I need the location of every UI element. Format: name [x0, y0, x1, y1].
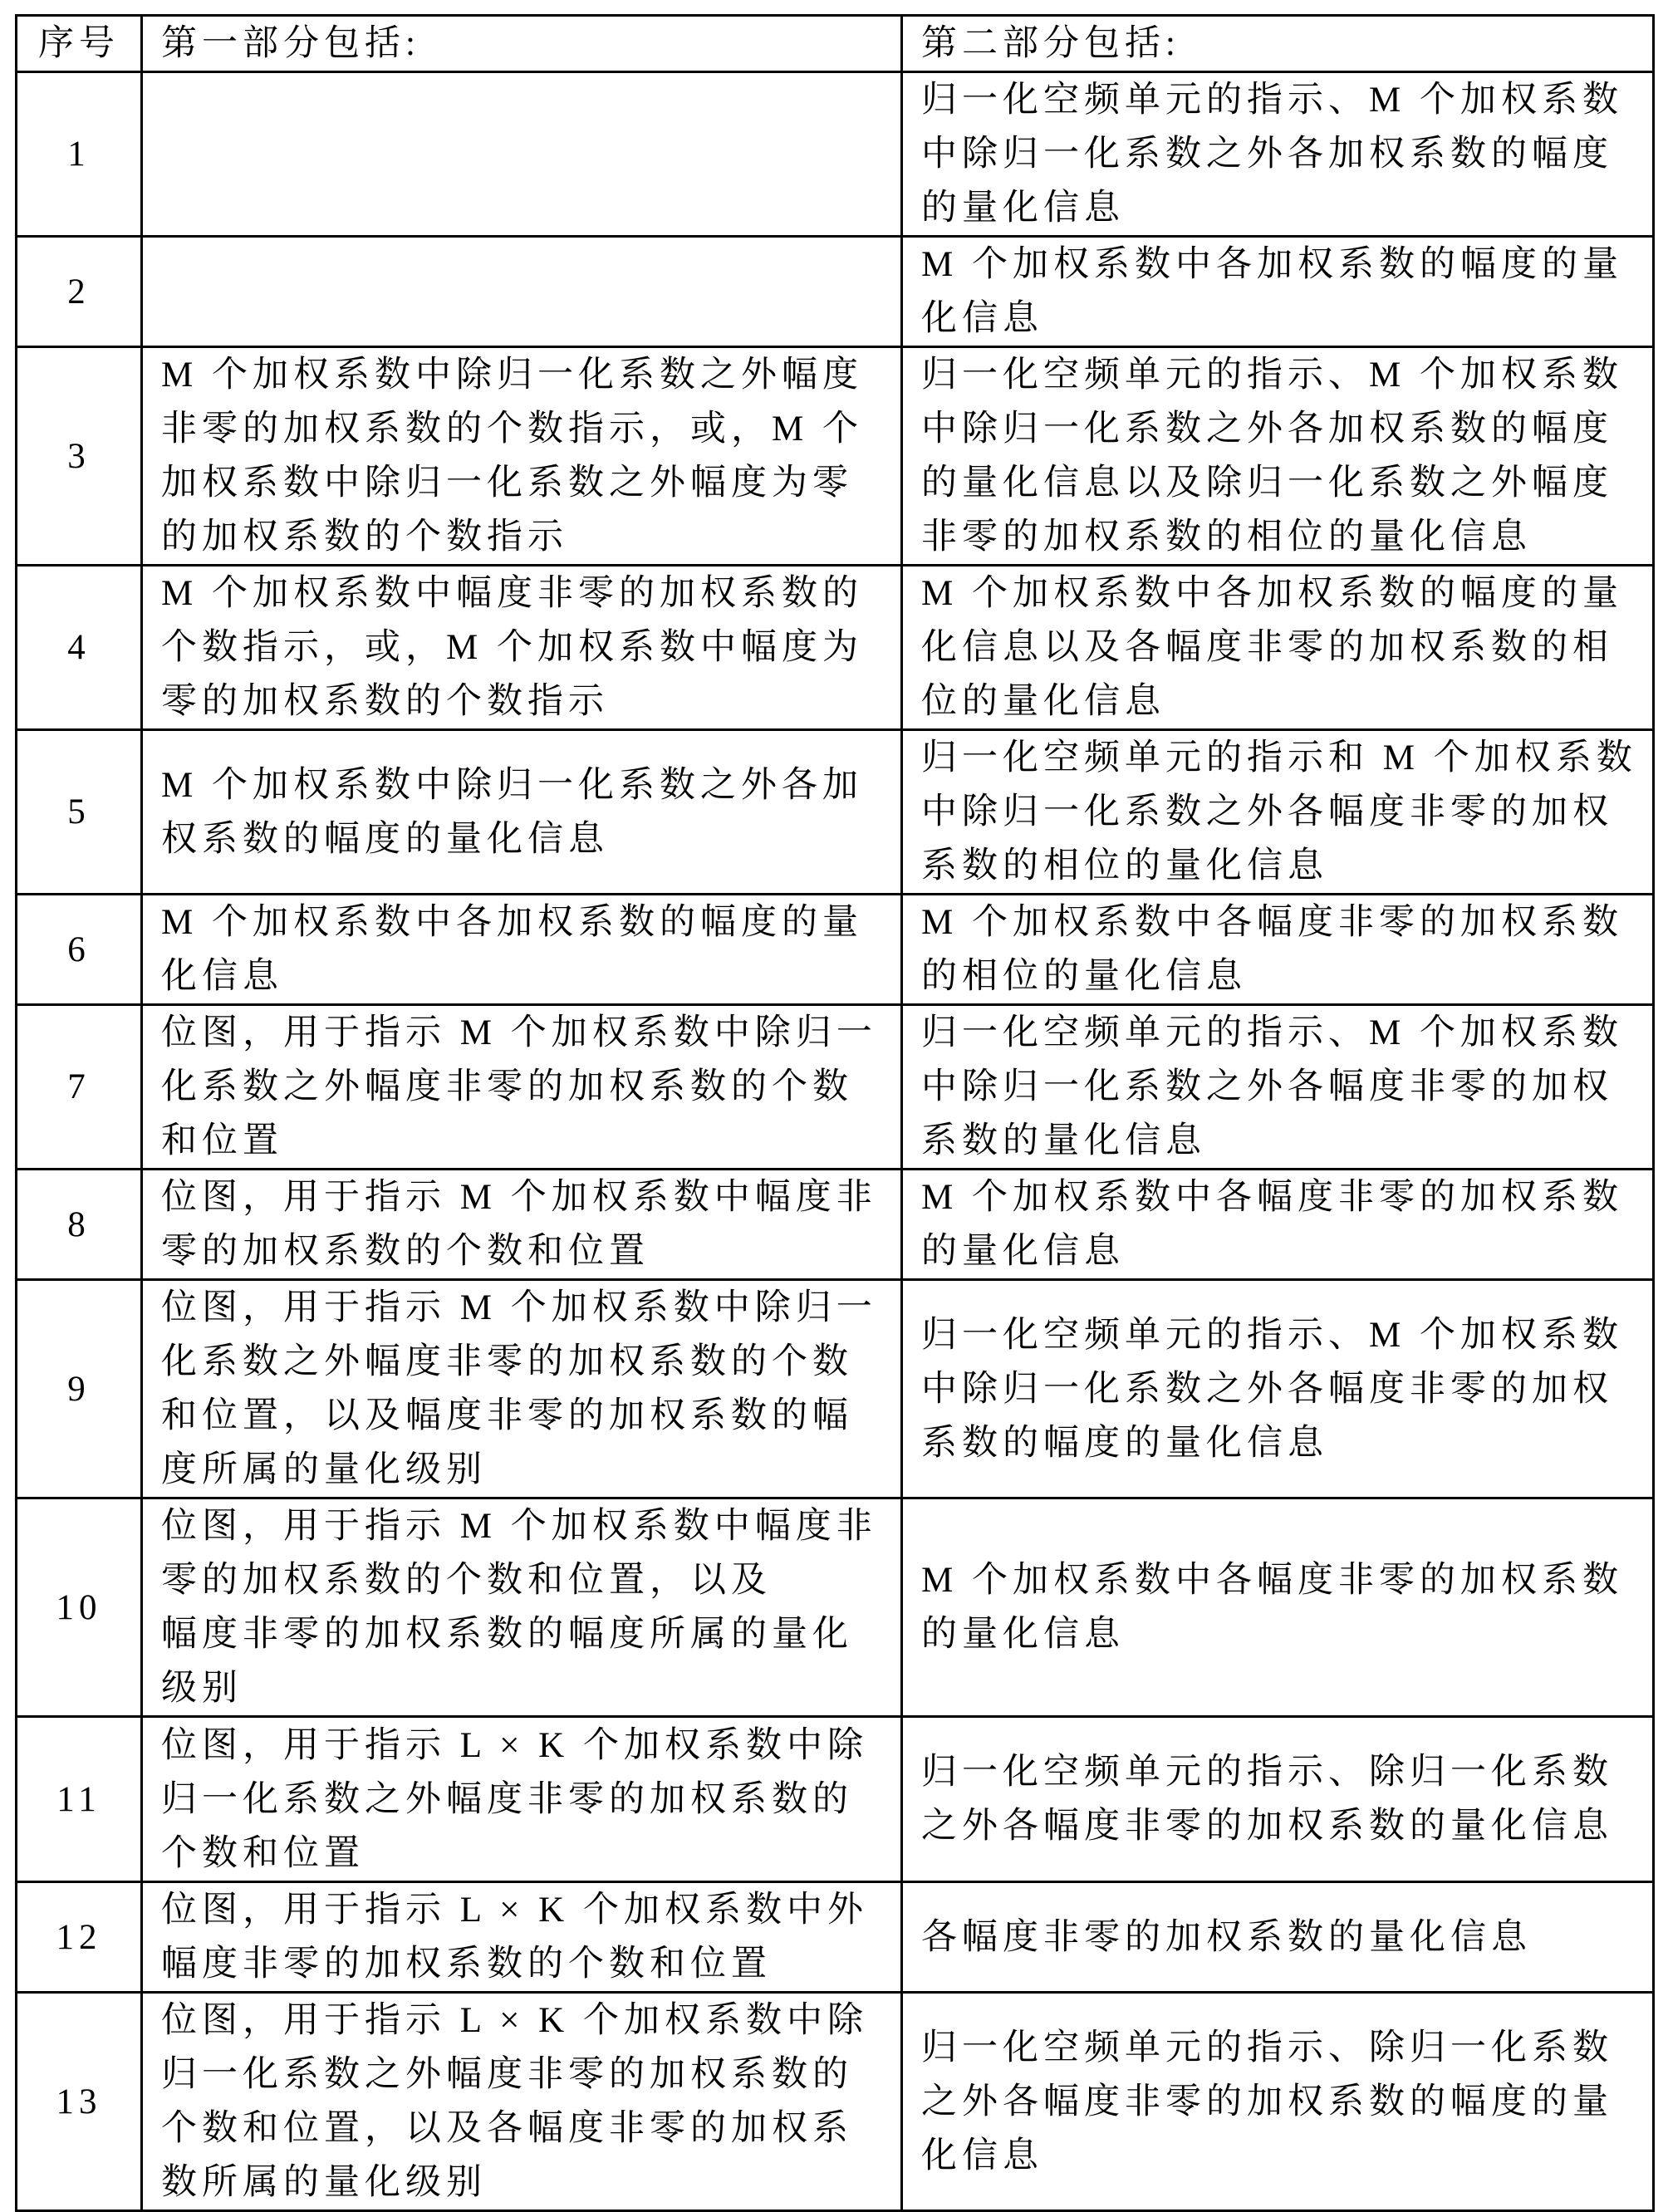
table-row	[17, 347, 1654, 566]
row-number: 11	[17, 1717, 142, 1882]
part1-cell: M 个加权系数中除归一化系数之外幅度 非零的加权系数的个数指示，或，M 个 加权系数中除归一化系数之外幅度为零 的加权系数的个数指示	[142, 347, 902, 566]
part2-cell: M 个加权系数中各幅度非零的加权系数 的量化信息	[902, 1170, 1654, 1280]
content-table	[15, 14, 1655, 2212]
header-num: 序号	[17, 16, 142, 72]
table-header-row	[17, 16, 1654, 72]
part1-cell: 位图，用于指示 M 个加权系数中幅度非 零的加权系数的个数和位置	[142, 1170, 902, 1280]
table-row	[17, 566, 1654, 730]
table-row	[17, 1170, 1654, 1280]
table-row	[17, 237, 1654, 347]
header-part1: 第一部分包括:	[142, 16, 902, 72]
row-number: 5	[17, 730, 142, 895]
part2-cell: 归一化空频单元的指示、M 个加权系数 中除归一化系数之外各幅度非零的加权 系数的幅度的量化信息	[902, 1280, 1654, 1498]
table-row	[17, 72, 1654, 237]
row-number: 6	[17, 895, 142, 1005]
row-number: 4	[17, 566, 142, 730]
part1-cell: 位图，用于指示 L × K 个加权系数中外 幅度非零的加权系数的个数和位置	[142, 1882, 902, 1993]
header-part2: 第二部分包括:	[902, 16, 1654, 72]
part1-cell: M 个加权系数中除归一化系数之外各加 权系数的幅度的量化信息	[142, 730, 902, 895]
part2-cell: 归一化空频单元的指示、M 个加权系数 中除归一化系数之外各加权系数的幅度 的量化信息以及除归一化系数之外幅度 非零的加权系数的相位的量化信息	[902, 347, 1654, 566]
part1-cell: 位图，用于指示 M 个加权系数中除归一 化系数之外幅度非零的加权系数的个数 和位置	[142, 1005, 902, 1170]
table-row	[17, 1717, 1654, 1882]
part1-cell: 位图，用于指示 M 个加权系数中除归一 化系数之外幅度非零的加权系数的个数 和位置，以及幅度非零的加权系数的幅 度所属的量化级别	[142, 1280, 902, 1498]
part1-cell: 位图，用于指示 M 个加权系数中幅度非 零的加权系数的个数和位置，以及 幅度非零的加权系数的幅度所属的量化 级别	[142, 1498, 902, 1717]
part1-cell: 位图，用于指示 L × K 个加权系数中除 归一化系数之外幅度非零的加权系数的 个数和位置，以及各幅度非零的加权系 数所属的量化级别	[142, 1993, 902, 2211]
table-row	[17, 730, 1654, 895]
part2-cell: 归一化空频单元的指示、M 个加权系数 中除归一化系数之外各幅度非零的加权 系数的量化信息	[902, 1005, 1654, 1170]
part2-cell: 各幅度非零的加权系数的量化信息	[902, 1882, 1654, 1993]
part2-cell: M 个加权系数中各幅度非零的加权系数 的相位的量化信息	[902, 895, 1654, 1005]
table-row	[17, 1498, 1654, 1717]
row-number: 1	[17, 72, 142, 237]
row-number: 7	[17, 1005, 142, 1170]
row-number: 12	[17, 1882, 142, 1993]
row-number: 10	[17, 1498, 142, 1717]
part2-cell: 归一化空频单元的指示和 M 个加权系数 中除归一化系数之外各幅度非零的加权 系数的相位的量化信息	[902, 730, 1654, 895]
row-number: 2	[17, 237, 142, 347]
row-number: 9	[17, 1280, 142, 1498]
table-row	[17, 895, 1654, 1005]
table-row	[17, 1882, 1654, 1993]
table-row	[17, 1005, 1654, 1170]
row-number: 3	[17, 347, 142, 566]
table-row	[17, 1993, 1654, 2211]
table-row	[17, 1280, 1654, 1498]
part2-cell: 归一化空频单元的指示、除归一化系数 之外各幅度非零的加权系数的量化信息	[902, 1717, 1654, 1882]
part2-cell: M 个加权系数中各幅度非零的加权系数 的量化信息	[902, 1498, 1654, 1717]
part1-cell	[142, 237, 902, 347]
part1-cell	[142, 72, 902, 237]
part2-cell: 归一化空频单元的指示、M 个加权系数 中除归一化系数之外各加权系数的幅度 的量化信息	[902, 72, 1654, 237]
part1-cell: M 个加权系数中幅度非零的加权系数的 个数指示，或，M 个加权系数中幅度为 零的加权系数的个数指示	[142, 566, 902, 730]
part2-cell: 归一化空频单元的指示、除归一化系数 之外各幅度非零的加权系数的幅度的量 化信息	[902, 1993, 1654, 2211]
row-number: 13	[17, 1993, 142, 2211]
part1-cell: M 个加权系数中各加权系数的幅度的量 化信息	[142, 895, 902, 1005]
part2-cell: M 个加权系数中各加权系数的幅度的量 化信息	[902, 237, 1654, 347]
part1-cell: 位图，用于指示 L × K 个加权系数中除 归一化系数之外幅度非零的加权系数的 个数和位置	[142, 1717, 902, 1882]
row-number: 8	[17, 1170, 142, 1280]
part2-cell: M 个加权系数中各加权系数的幅度的量 化信息以及各幅度非零的加权系数的相 位的量化信息	[902, 566, 1654, 730]
